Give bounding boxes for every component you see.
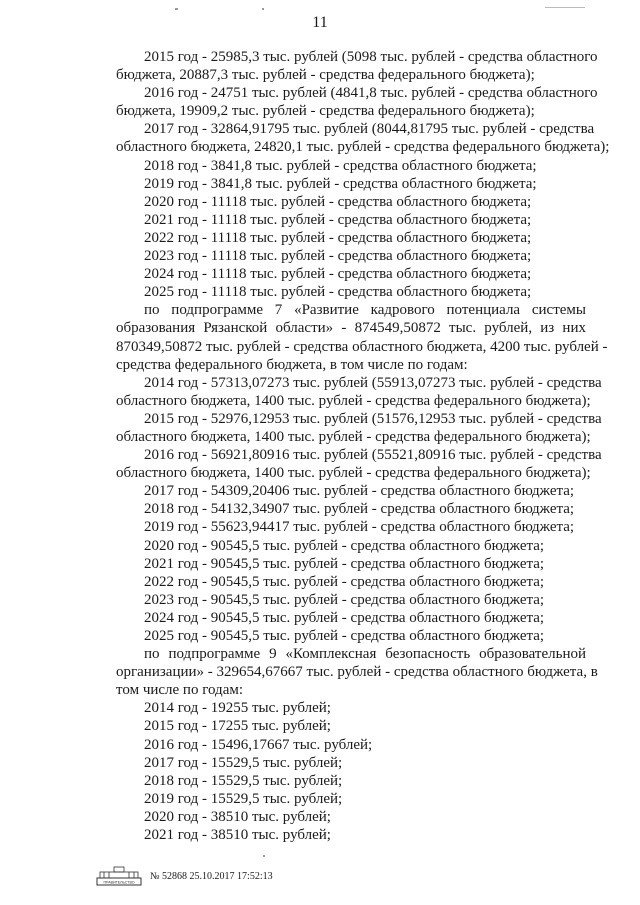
text-line: по подпрограмме 7 «Развитие кадрового потенциала системы <box>144 302 586 319</box>
text-line: 2017 год - 54309,20406 тыс. рублей - средства областного бюджета; <box>144 483 575 500</box>
text-line: 2023 год - 90545,5 тыс. рублей - средства областного бюджета; <box>144 591 545 608</box>
text-line: 2024 год - 11118 тыс. рублей - средства областного бюджета; <box>144 266 532 283</box>
text-line: областного бюджета, 1400 тыс. рублей - средства федерального бюджета); <box>116 465 591 482</box>
text-line: 2016 год - 15496,17667 тыс. рублей; <box>144 736 373 753</box>
text-line: 2024 год - 90545,5 тыс. рублей - средства областного бюджета; <box>144 609 545 626</box>
text-line: 2019 год - 55623,94417 тыс. рублей - средства областного бюджета; <box>144 519 575 536</box>
text-line: 2022 год - 90545,5 тыс. рублей - средства областного бюджета; <box>144 573 545 590</box>
text-line: 2018 год - 15529,5 тыс. рублей; <box>144 772 343 789</box>
text-line: 2020 год - 11118 тыс. рублей - средства областного бюджета; <box>144 193 532 210</box>
text-line: 2015 год - 52976,12953 тыс. рублей (51576,12953 тыс. рублей - средства <box>144 410 602 427</box>
text-line: 2015 год - 25985,3 тыс. рублей (5098 тыс. рублей - средства областного <box>144 49 598 65</box>
text-line: 2021 год - 38510 тыс. рублей; <box>144 827 331 844</box>
text-line: 2025 год - 90545,5 тыс. рублей - средства областного бюджета; <box>144 628 545 644</box>
document-body <box>116 48 610 844</box>
text-line: 2025 год - 11118 тыс. рублей - средства областного бюджета; <box>144 284 532 301</box>
scan-artifact <box>545 7 585 8</box>
scan-artifact <box>262 8 264 10</box>
text-line: областного бюджета, 1400 тыс. рублей - средства федерального бюджета); <box>116 392 591 409</box>
text-line: 2023 год - 11118 тыс. рублей - средства областного бюджета; <box>144 248 532 265</box>
text-line: 2016 год - 24751 тыс. рублей (4841,8 тыс. рублей - средства областного <box>144 85 598 102</box>
page-number: 11 <box>312 14 328 31</box>
text-line: образования Рязанской области» - 874549,50872 тыс. рублей, из них <box>116 320 586 337</box>
text-line: 2014 год - 19255 тыс. рублей; <box>144 700 331 717</box>
text-line: по подпрограмме 9 «Комплексная безопасность образовательной <box>144 646 586 663</box>
text-line: 2014 год - 57313,07273 тыс. рублей (55913,07273 тыс. рублей - средства <box>144 374 602 391</box>
text-line: средства федерального бюджета, в том числе по годам: <box>116 356 468 373</box>
text-line: том числе по годам: <box>116 682 244 699</box>
text-line: 2017 год - 32864,91795 тыс. рублей (8044,81795 тыс. рублей - средства <box>144 121 595 138</box>
text-line: бюджета, 20887,3 тыс. рублей - средства федерального бюджета); <box>116 67 535 84</box>
text-line: областного бюджета, 1400 тыс. рублей - средства федерального бюджета); <box>116 428 591 445</box>
text-line: 2017 год - 15529,5 тыс. рублей; <box>144 754 343 771</box>
text-line: организации» - 329654,67667 тыс. рублей - средства областного бюджета, в <box>116 664 598 681</box>
svg-text:ПРАВИТЕЛЬСТВО: ПРАВИТЕЛЬСТВО <box>103 880 135 885</box>
government-building-stamp-icon <box>96 866 142 886</box>
registration-number: № 52868 25.10.2017 17:52:13 <box>150 870 273 882</box>
text-line: 2020 год - 90545,5 тыс. рублей - средства областного бюджета; <box>144 537 545 554</box>
text-line: 2021 год - 11118 тыс. рублей - средства областного бюджета; <box>144 211 532 228</box>
scan-artifact <box>263 855 265 857</box>
text-line: 2019 год - 3841,8 тыс. рублей - средства областного бюджета; <box>144 175 537 192</box>
text-line: 2021 год - 90545,5 тыс. рублей - средства областного бюджета; <box>144 555 545 572</box>
text-line: бюджета, 19909,2 тыс. рублей - средства федерального бюджета); <box>116 103 535 120</box>
text-line: областного бюджета, 24820,1 тыс. рублей - средства федерального бюджета); <box>116 139 610 156</box>
text-line: 2016 год - 56921,80916 тыс. рублей (55521,80916 тыс. рублей - средства <box>144 447 602 464</box>
text-line: 2022 год - 11118 тыс. рублей - средства областного бюджета; <box>144 229 532 246</box>
text-line: 870349,50872 тыс. рублей - средства областного бюджета, 4200 тыс. рублей - <box>116 338 608 355</box>
registration-footer <box>96 864 273 888</box>
text-line: 2018 год - 54132,34907 тыс. рублей - средства областного бюджета; <box>144 501 575 518</box>
text-line: 2015 год - 17255 тыс. рублей; <box>144 718 331 735</box>
text-line: 2019 год - 15529,5 тыс. рублей; <box>144 790 343 807</box>
text-line: 2018 год - 3841,8 тыс. рублей - средства областного бюджета; <box>144 157 537 174</box>
scan-artifact <box>175 8 178 10</box>
text-line: 2020 год - 38510 тыс. рублей; <box>144 808 331 825</box>
